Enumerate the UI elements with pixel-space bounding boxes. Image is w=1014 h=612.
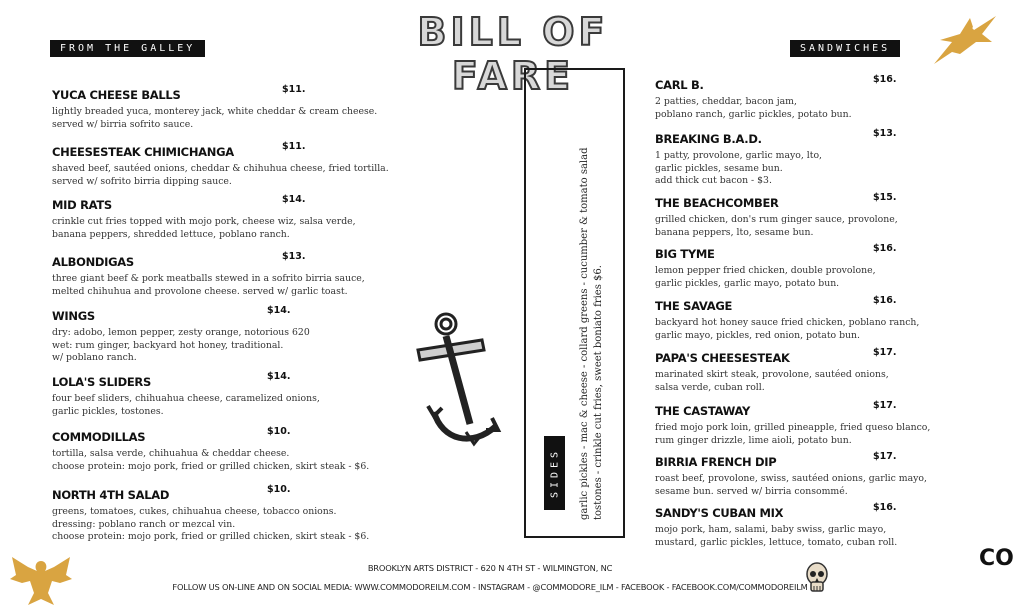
item-description: crinkle cut fries topped with mojo pork, cheese wiz, salsa verde, banana peppers, shredded lettuce, poblano ranch.	[52, 216, 356, 240]
menu-item-cheesesteak-chimichanga	[52, 141, 412, 188]
item-description: tortilla, salsa verde, chihuahua & cheddar cheese. choose protein: mojo pork, fried or grilled chicken, skirt steak - $6.	[52, 448, 370, 472]
item-name: YUCA CHEESE BALLS	[52, 88, 181, 102]
item-name: PAPA'S CHEESESTEAK	[655, 351, 790, 365]
item-description: greens, tomatoes, cukes, chihuahua cheese, tobacco onions. dressing: poblano ranch or mezcal vin. choose protein: mojo pork, fried or grilled chicken, skirt steak - $6.	[52, 506, 370, 543]
menu-item-breaking-bad	[655, 128, 955, 188]
footer-social: FOLLOW US ON-LINE AND ON SOCIAL MEDIA: WWW.COMMODOREILM.COM - INSTAGRAM - @COMMODORE_ILM - FACEBOOK - FACEBOOK.COM/COMMODOREILM	[172, 582, 808, 592]
item-price: $17.	[873, 400, 897, 411]
item-description: lightly breaded yuca, monterey jack, white cheddar & cream cheese. served w/ birria sofrito sauce.	[52, 106, 378, 130]
item-description: backyard hot honey sauce fried chicken, poblano ranch, garlic mayo, pickles, red onion, potato bun.	[655, 317, 920, 341]
item-description: 2 patties, cheddar, bacon jam, poblano ranch, garlic pickles, potato bun.	[655, 96, 852, 120]
item-description: grilled chicken, don's rum ginger sauce, provolone, banana peppers, lto, sesame bun.	[655, 214, 898, 238]
item-description: shaved beef, sautéed onions, cheddar & chihuhua cheese, fried tortilla. served w/ sofrito birria dipping sauce.	[52, 163, 389, 187]
item-description: dry: adobo, lemon pepper, zesty orange, notorious 620 wet: rum ginger, backyard hot honey, traditional. w/ poblano ranch.	[52, 327, 310, 364]
menu-item-wings	[52, 305, 412, 365]
item-price: $17.	[873, 451, 897, 462]
item-name: MID RATS	[52, 198, 112, 212]
item-description: 1 patty, provolone, garlic mayo, lto, garlic pickles, sesame bun. add thick cut bacon - $3.	[655, 150, 823, 187]
menu-item-commodillas	[52, 426, 432, 473]
item-name: NORTH 4TH SALAD	[52, 488, 170, 502]
item-name: THE CASTAWAY	[655, 404, 750, 418]
item-price: $13.	[873, 128, 897, 139]
sides-line-2: tostones - crinkle cut fries, sweet boniato fries $6.	[593, 265, 604, 520]
sandwiches-tag: SANDWICHES	[790, 40, 900, 57]
sides-label	[544, 436, 565, 510]
menu-item-birria-french-dip	[655, 451, 955, 498]
swallow-icon	[930, 12, 1000, 72]
item-description: three giant beef & pork meatballs stewed in a sofrito birria sauce, melted chihuhua and provolone cheese. served w/ garlic toast.	[52, 273, 365, 297]
sides-text	[578, 110, 606, 520]
menu-item-lolas-sliders	[52, 371, 412, 418]
menu-item-sandys-cuban-mix	[655, 502, 955, 549]
menu-item-papas-cheesesteak	[655, 347, 955, 394]
menu-item-yuca-cheese-balls	[52, 84, 412, 131]
item-price: $16.	[873, 74, 897, 85]
item-description: marinated skirt steak, provolone, sautéed onions, salsa verde, cuban roll.	[655, 369, 889, 393]
item-price: $11.	[282, 84, 306, 95]
item-name: SANDY'S CUBAN MIX	[655, 506, 784, 520]
item-name: WINGS	[52, 309, 95, 323]
menu-item-mid-rats	[52, 194, 412, 241]
from-the-galley-tag: FROM THE GALLEY	[50, 40, 205, 57]
item-price: $14.	[267, 371, 291, 382]
item-name: CHEESESTEAK CHIMICHANGA	[52, 145, 234, 159]
item-price: $16.	[873, 295, 897, 306]
menu-item-the-savage	[655, 295, 955, 342]
item-name: ALBONDIGAS	[52, 255, 134, 269]
sides-label-text: SIDES	[549, 447, 560, 499]
item-price: $10.	[267, 484, 291, 495]
menu-item-carl-b	[655, 74, 955, 121]
item-description: mojo pork, ham, salami, baby swiss, garlic mayo, mustard, garlic pickles, lettuce, tomato, cuban roll.	[655, 524, 898, 548]
item-price: $13.	[282, 251, 306, 262]
menu-item-the-castaway	[655, 400, 965, 447]
item-price: $14.	[282, 194, 306, 205]
item-name: BREAKING B.A.D.	[655, 132, 762, 146]
anchor-icon	[412, 306, 504, 456]
item-description: lemon pepper fried chicken, double provolone, garlic pickles, garlic mayo, potato bun.	[655, 265, 876, 289]
item-price: $11.	[282, 141, 306, 152]
item-name: THE SAVAGE	[655, 299, 733, 313]
page-title: BILL OF FARE	[417, 10, 609, 98]
item-description: four beef sliders, chihuahua cheese, caramelized onions, garlic pickles, tostones.	[52, 393, 320, 417]
item-name: LOLA'S SLIDERS	[52, 375, 151, 389]
item-description: fried mojo pork loin, grilled pineapple, fried queso blanco, rum ginger drizzle, lime aioli, potato bun.	[655, 422, 931, 446]
item-price: $16.	[873, 502, 897, 513]
menu-item-north-4th-salad	[52, 484, 432, 544]
menu-item-the-beachcomber	[655, 192, 955, 239]
menu-item-albondigas	[52, 251, 412, 298]
item-price: $10.	[267, 426, 291, 437]
item-price: $16.	[873, 243, 897, 254]
item-name: CARL B.	[655, 78, 704, 92]
item-price: $15.	[873, 192, 897, 203]
item-name: THE BEACHCOMBER	[655, 196, 779, 210]
sides-line-1: garlic pickles - mac & cheese - collard greens - cucumber & tomato salad	[579, 147, 590, 520]
item-description: roast beef, provolone, swiss, sautéed onions, garlic mayo, sesame bun. served w/ birria consommé.	[655, 473, 927, 497]
menu-item-big-tyme	[655, 243, 955, 290]
footer-address: BROOKLYN ARTS DISTRICT - 620 N 4TH ST - WILMINGTON, NC	[367, 563, 613, 573]
item-name: COMMODILLAS	[52, 430, 146, 444]
item-name: BIG TYME	[655, 247, 715, 261]
skull-icon	[805, 562, 829, 598]
sides-box	[524, 68, 625, 538]
eagle-icon	[8, 553, 74, 608]
item-price: $17.	[873, 347, 897, 358]
item-name: BIRRIA FRENCH DIP	[655, 455, 777, 469]
item-price: $14.	[267, 305, 291, 316]
co-logo: CO	[979, 546, 1014, 571]
